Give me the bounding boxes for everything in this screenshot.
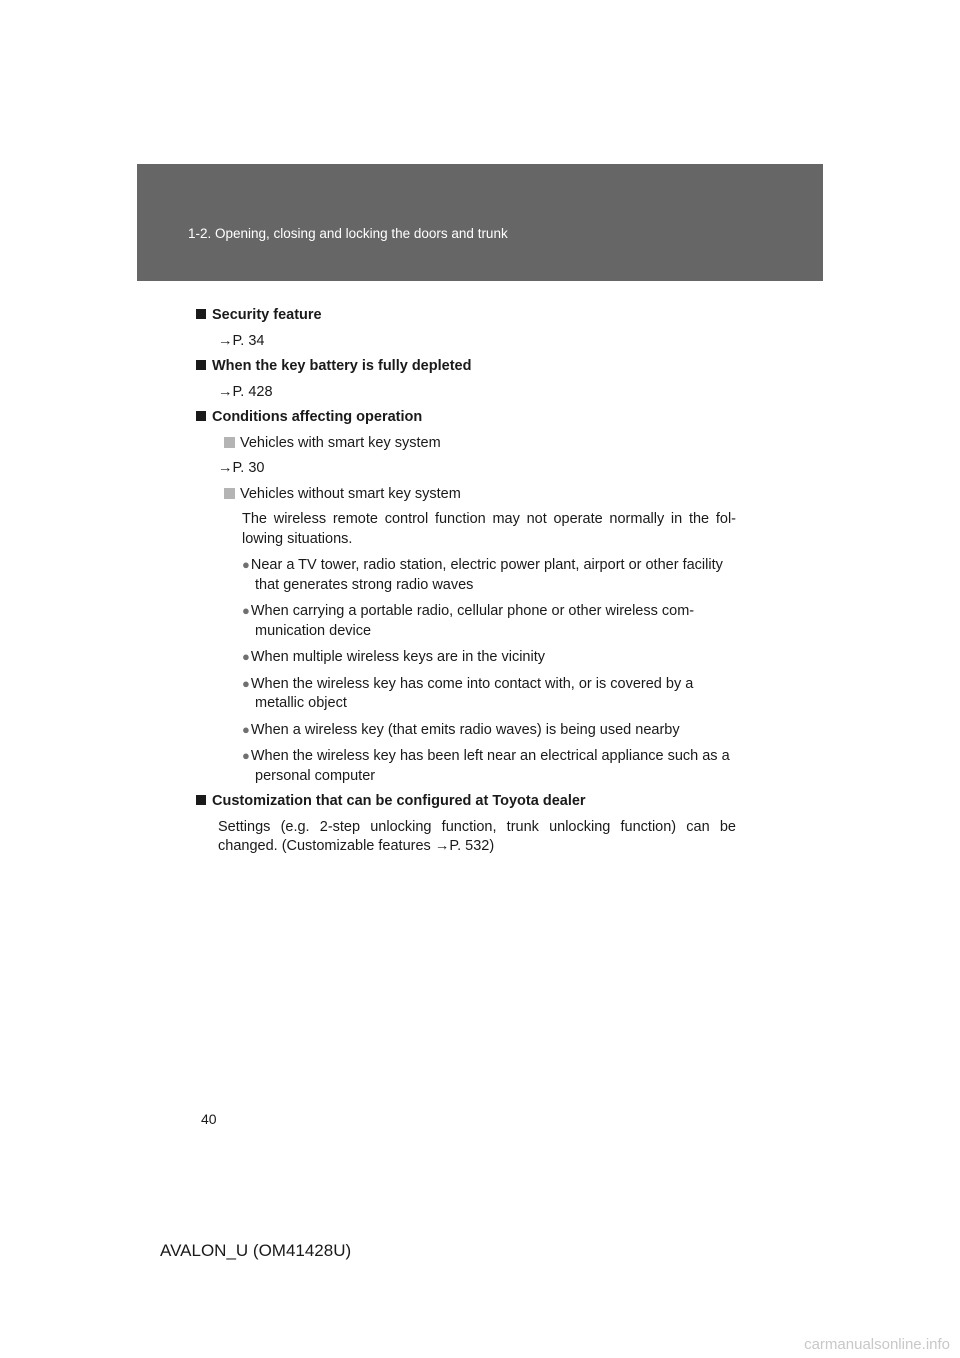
page-reference-link[interactable]: →P. 428 — [218, 383, 273, 400]
heading-customization: Customization that can be configured at Toyota dealer — [196, 792, 736, 812]
list-item: ●When a wireless key (that emits radio waves) is being used nearby — [242, 721, 680, 738]
bullet-dot-icon: ● — [242, 649, 250, 664]
bullet-dot-icon: ● — [242, 721, 250, 737]
manual-code: AVALON_U (OM41428U) — [160, 1241, 352, 1260]
customization-body-text: Settings (e.g. 2-step unlocking function, trunk unlocking function) can be changed. (Customizable features →P. 532) — [218, 818, 736, 854]
conditions-intro-text: The wireless remote control function may not operate normally in the fol- lowing situations. — [242, 511, 736, 547]
chapter-header-band — [137, 164, 823, 281]
list-item: ●Near a TV tower, radio station, electric power plant, airport or other facility that generates strong radio waves — [242, 557, 723, 593]
bullet-dot-icon: ● — [242, 748, 250, 763]
black-square-icon — [196, 360, 206, 370]
list-item: ●When carrying a portable radio, cellular phone or other wireless com- munication device — [242, 603, 695, 639]
black-square-icon — [196, 309, 206, 319]
page-content — [196, 306, 736, 863]
black-square-icon — [196, 795, 206, 805]
subheading-no-smart-key: Vehicles without smart key system — [224, 485, 736, 505]
list-item: ●When the wireless key has come into contact with, or is covered by a metallic object — [242, 675, 694, 711]
bullet-dot-icon: ● — [242, 603, 250, 618]
gray-square-icon — [224, 488, 235, 499]
heading-conditions: Conditions affecting operation — [196, 408, 736, 428]
subheading-smart-key: Vehicles with smart key system — [224, 434, 736, 454]
page-number: 40 — [201, 1111, 217, 1127]
heading-security-feature: Security feature — [196, 306, 736, 326]
black-square-icon — [196, 411, 206, 421]
heading-key-battery: When the key battery is fully depleted — [196, 357, 736, 377]
list-item: ●When multiple wireless keys are in the vicinity — [242, 649, 545, 665]
gray-square-icon — [224, 437, 235, 448]
page-reference-link[interactable]: →P. 34 — [218, 332, 265, 349]
watermark: carmanualsonline.info — [804, 1336, 950, 1353]
bullet-dot-icon: ● — [242, 675, 250, 691]
section-title: 1-2. Opening, closing and locking the doors and trunk — [188, 226, 508, 241]
bullet-dot-icon: ● — [242, 557, 250, 572]
page-reference-link[interactable]: →P. 30 — [218, 460, 265, 476]
list-item: ●When the wireless key has been left near an electrical appliance such as a personal computer — [242, 748, 730, 784]
